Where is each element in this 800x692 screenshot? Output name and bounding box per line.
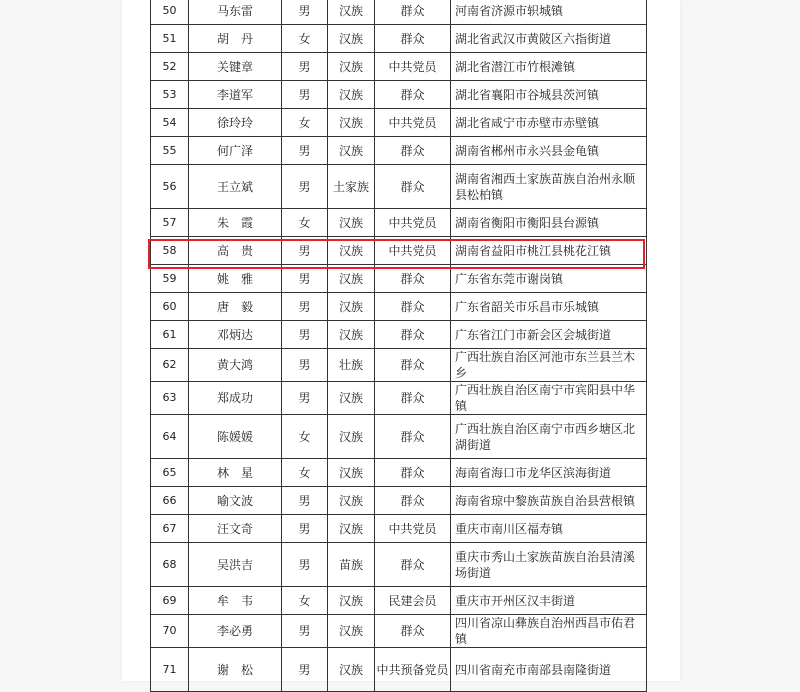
row-number: 57 [151,209,189,237]
gender-cell: 男 [282,53,328,81]
row-number: 52 [151,53,189,81]
table-row [151,137,647,165]
gender-cell: 女 [282,25,328,53]
name-cell: 喻文波 [189,487,282,515]
gender-cell: 女 [282,587,328,615]
ethnicity-cell: 壮族 [328,349,375,382]
gender-cell: 男 [282,293,328,321]
political-status-cell: 中共党员 [375,209,451,237]
gender-cell: 男 [282,237,328,265]
table-row [151,543,647,587]
political-status-cell: 群众 [375,459,451,487]
ethnicity-cell: 汉族 [328,459,375,487]
address-cell: 四川省南充市南部县南隆街道 [451,648,647,692]
address-cell: 湖北省武汉市黄陂区六指街道 [451,25,647,53]
name-cell: 吴洪吉 [189,543,282,587]
table-row [151,0,647,25]
gender-cell: 女 [282,109,328,137]
ethnicity-cell: 汉族 [328,487,375,515]
gender-cell: 男 [282,0,328,25]
address-cell: 重庆市秀山土家族苗族自治县清溪场街道 [451,543,647,587]
row-number: 60 [151,293,189,321]
political-status-cell: 群众 [375,293,451,321]
gender-cell: 男 [282,165,328,209]
ethnicity-cell: 汉族 [328,0,375,25]
ethnicity-cell: 苗族 [328,543,375,587]
row-number: 70 [151,615,189,648]
row-number: 53 [151,81,189,109]
address-cell: 河南省济源市轵城镇 [451,0,647,25]
ethnicity-cell: 汉族 [328,209,375,237]
name-cell: 姚 雅 [189,265,282,293]
name-cell: 谢 松 [189,648,282,692]
table-row [151,25,647,53]
ethnicity-cell: 汉族 [328,25,375,53]
row-number: 68 [151,543,189,587]
address-cell: 广东省江门市新会区会城街道 [451,321,647,349]
ethnicity-cell: 汉族 [328,415,375,459]
address-cell: 湖北省襄阳市谷城县茨河镇 [451,81,647,109]
political-status-cell: 中共党员 [375,109,451,137]
political-status-cell: 群众 [375,415,451,459]
gender-cell: 女 [282,415,328,459]
table-row [151,293,647,321]
row-number: 59 [151,265,189,293]
gender-cell: 女 [282,459,328,487]
table-row [151,321,647,349]
row-number: 61 [151,321,189,349]
address-cell: 广西壮族自治区河池市东兰县兰木乡 [451,349,647,382]
table-row [151,415,647,459]
row-number: 66 [151,487,189,515]
gender-cell: 男 [282,648,328,692]
gender-cell: 男 [282,543,328,587]
address-cell: 湖南省郴州市永兴县金龟镇 [451,137,647,165]
political-status-cell: 群众 [375,543,451,587]
row-number: 58 [151,237,189,265]
name-cell: 何广泽 [189,137,282,165]
row-number: 64 [151,415,189,459]
address-cell: 广西壮族自治区南宁市西乡塘区北湖街道 [451,415,647,459]
name-cell: 朱 霞 [189,209,282,237]
table-row [151,209,647,237]
table-row [151,81,647,109]
row-number: 65 [151,459,189,487]
row-number: 50 [151,0,189,25]
row-number: 71 [151,648,189,692]
gender-cell: 男 [282,81,328,109]
ethnicity-cell: 汉族 [328,265,375,293]
address-cell: 重庆市南川区福寿镇 [451,515,647,543]
honoree-table [150,0,647,692]
name-cell: 胡 丹 [189,25,282,53]
row-number: 69 [151,587,189,615]
row-number: 51 [151,25,189,53]
table-row [151,165,647,209]
address-cell: 湖南省湘西土家族苗族自治州永顺县松柏镇 [451,165,647,209]
ethnicity-cell: 汉族 [328,109,375,137]
address-cell: 海南省海口市龙华区滨海街道 [451,459,647,487]
gender-cell: 男 [282,349,328,382]
political-status-cell: 群众 [375,265,451,293]
address-cell: 湖北省咸宁市赤壁市赤壁镇 [451,109,647,137]
political-status-cell: 民建会员 [375,587,451,615]
table-row [151,265,647,293]
table-row [151,382,647,415]
row-number: 62 [151,349,189,382]
political-status-cell: 群众 [375,137,451,165]
ethnicity-cell: 汉族 [328,648,375,692]
name-cell: 关键章 [189,53,282,81]
political-status-cell: 群众 [375,81,451,109]
ethnicity-cell: 汉族 [328,587,375,615]
name-cell: 郑成功 [189,382,282,415]
ethnicity-cell: 汉族 [328,321,375,349]
political-status-cell: 群众 [375,25,451,53]
name-cell: 林 星 [189,459,282,487]
table-row [151,53,647,81]
gender-cell: 男 [282,137,328,165]
ethnicity-cell: 汉族 [328,615,375,648]
address-cell: 广东省东莞市谢岗镇 [451,265,647,293]
table-row [151,487,647,515]
gender-cell: 男 [282,321,328,349]
table-row [151,349,647,382]
name-cell: 唐 毅 [189,293,282,321]
name-cell: 汪文奇 [189,515,282,543]
address-cell: 广东省韶关市乐昌市乐城镇 [451,293,647,321]
political-status-cell: 群众 [375,349,451,382]
political-status-cell: 群众 [375,321,451,349]
ethnicity-cell: 汉族 [328,293,375,321]
name-cell: 黄大鸿 [189,349,282,382]
political-status-cell: 群众 [375,615,451,648]
political-status-cell: 中共党员 [375,237,451,265]
name-cell: 高 贵 [189,237,282,265]
name-cell: 王立斌 [189,165,282,209]
gender-cell: 男 [282,515,328,543]
ethnicity-cell: 汉族 [328,81,375,109]
political-status-cell: 群众 [375,487,451,515]
gender-cell: 女 [282,209,328,237]
address-cell: 湖南省衡阳市衡阳县台源镇 [451,209,647,237]
political-status-cell: 中共党员 [375,515,451,543]
political-status-cell: 群众 [375,0,451,25]
ethnicity-cell: 汉族 [328,382,375,415]
ethnicity-cell: 汉族 [328,237,375,265]
table-row-highlighted [151,237,647,265]
name-cell: 李道军 [189,81,282,109]
name-cell: 徐玲玲 [189,109,282,137]
table-row [151,587,647,615]
row-number: 67 [151,515,189,543]
ethnicity-cell: 汉族 [328,515,375,543]
political-status-cell: 中共预备党员 [375,648,451,692]
gender-cell: 男 [282,487,328,515]
gender-cell: 男 [282,265,328,293]
name-cell: 邓炳达 [189,321,282,349]
address-cell: 海南省琼中黎族苗族自治县营根镇 [451,487,647,515]
table-row [151,109,647,137]
gender-cell: 男 [282,615,328,648]
name-cell: 李必勇 [189,615,282,648]
row-number: 55 [151,137,189,165]
gender-cell: 男 [282,382,328,415]
name-cell: 马东雷 [189,0,282,25]
address-cell: 四川省凉山彝族自治州西昌市佑君镇 [451,615,647,648]
address-cell: 重庆市开州区汉丰街道 [451,587,647,615]
row-number: 54 [151,109,189,137]
ethnicity-cell: 土家族 [328,165,375,209]
political-status-cell: 群众 [375,165,451,209]
address-cell: 湖南省益阳市桃江县桃花江镇 [451,237,647,265]
row-number: 56 [151,165,189,209]
table-row [151,615,647,648]
political-status-cell: 群众 [375,382,451,415]
political-status-cell: 中共党员 [375,53,451,81]
address-cell: 湖北省潜江市竹根滩镇 [451,53,647,81]
name-cell: 陈媛媛 [189,415,282,459]
ethnicity-cell: 汉族 [328,53,375,81]
name-cell: 牟 韦 [189,587,282,615]
address-cell: 广西壮族自治区南宁市宾阳县中华镇 [451,382,647,415]
table-row [151,515,647,543]
table-row [151,648,647,692]
row-number: 63 [151,382,189,415]
ethnicity-cell: 汉族 [328,137,375,165]
table-row [151,459,647,487]
